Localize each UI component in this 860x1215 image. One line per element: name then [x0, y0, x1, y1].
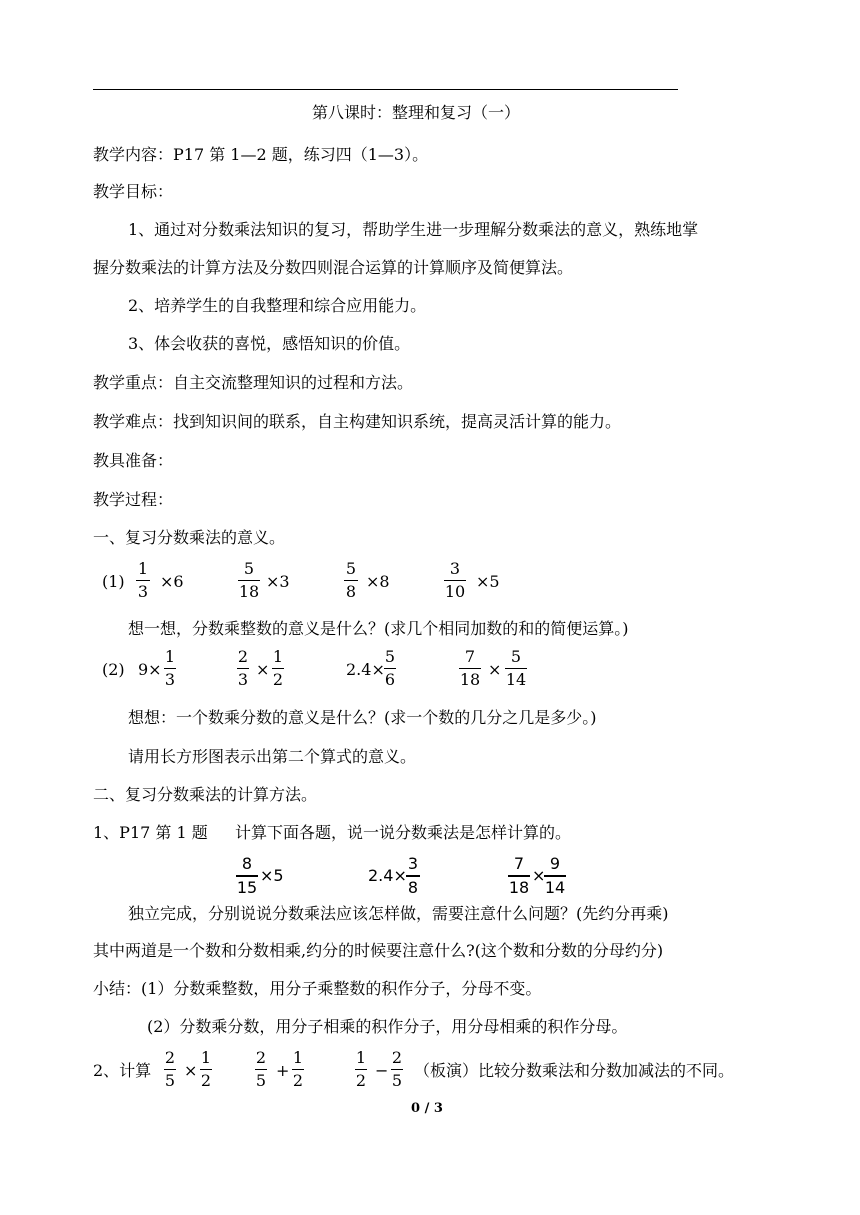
fraction-numerator: 2 — [237, 647, 249, 666]
fraction-bar — [200, 1069, 212, 1070]
goal-3: 3、体会收获的喜悦，感悟知识的价值。 — [128, 334, 411, 353]
fraction-numerator: 1 — [164, 647, 176, 666]
ex2-b-op: × — [256, 660, 270, 679]
ex2-label: (2) — [102, 660, 125, 679]
teaching-content: 教学内容：P17 第 1—2 题，练习四（1—3）。 — [93, 145, 429, 164]
fraction-bar — [164, 668, 176, 669]
ex2-c-prefix: 2.4× — [346, 660, 385, 679]
fraction-denominator: 2 — [355, 1071, 367, 1090]
fraction-bar — [391, 1069, 403, 1070]
fraction-numerator: 3 — [407, 854, 419, 873]
fraction-denominator: 5 — [391, 1071, 403, 1090]
think-1: 想一想，分数乘整数的意义是什么？(求几个相同加数的和的简便运算。) — [128, 619, 629, 638]
fraction-numerator: 1 — [272, 647, 284, 666]
calc-a-fraction-2 — [200, 1049, 212, 1090]
fraction-denominator: 6 — [384, 670, 396, 689]
fraction-denominator: 2 — [272, 670, 284, 689]
ex2-b-fraction-2 — [272, 648, 284, 689]
ex1-fraction-3 — [344, 560, 358, 601]
tools: 教具准备： — [93, 451, 174, 470]
summary-1: 小结：(1）分数乘整数，用分子乘整数的积作分子，分母不变。 — [93, 979, 542, 998]
think-2: 想想：一个数乘分数的意义是什么？(求一个数的几分之几是多少。) — [128, 708, 597, 727]
difficulty-point: 教学难点：找到知识间的联系，自主构建知识系统，提高灵活计算的能力。 — [93, 412, 622, 431]
p17-instruction: 计算下面各题，说一说分数乘法是怎样计算的。 — [235, 823, 572, 842]
ex1-op-4: ×5 — [476, 572, 500, 591]
ex1-f3-den: 8 — [345, 582, 357, 601]
page-number: 0 / 3 — [411, 1101, 443, 1116]
fraction-numerator: 5 — [510, 647, 522, 666]
ex2-d-fraction-1 — [459, 648, 481, 689]
p17-e3-op: × — [532, 866, 546, 885]
p17-e3-fraction-1 — [508, 855, 530, 897]
p17-e2-prefix: 2.4× — [368, 866, 407, 885]
fraction-bar — [344, 580, 358, 581]
fraction-numerator: 1 — [200, 1048, 212, 1067]
process-heading: 教学过程： — [93, 490, 174, 509]
fraction-bar — [459, 668, 481, 669]
p17-label: 1、P17 第 1 题 — [93, 823, 208, 842]
ex1-op-2: ×3 — [266, 572, 290, 591]
fraction-numerator: 2 — [255, 1048, 267, 1067]
header-rule — [93, 89, 678, 90]
ex1-op-1: ×6 — [160, 572, 184, 591]
ex2-d-op: × — [488, 660, 502, 679]
calc-label: 2、计算 — [93, 1061, 152, 1080]
ex1-fraction-1 — [136, 560, 150, 601]
fraction-bar — [505, 668, 527, 669]
fraction-numerator: 9 — [549, 854, 561, 873]
fraction-bar — [255, 1069, 267, 1070]
p17-e2-fraction — [406, 855, 420, 897]
ex2-a-fraction — [164, 648, 176, 689]
ex1-label: (1) — [102, 572, 125, 591]
fraction-denominator: 2 — [292, 1071, 304, 1090]
key-point: 教学重点：自主交流整理知识的过程和方法。 — [93, 373, 414, 392]
fraction-numerator: 1 — [355, 1048, 367, 1067]
p17-e3-fraction-2 — [544, 855, 566, 897]
fraction-numerator: 5 — [384, 647, 396, 666]
fraction-denominator: 18 — [508, 878, 530, 897]
calc-c-fraction-2 — [391, 1049, 403, 1090]
calc-c-op: − — [375, 1061, 389, 1080]
fraction-bar — [544, 875, 566, 877]
fraction-numerator: 2 — [391, 1048, 403, 1067]
section-2-heading: 二、复习分数乘法的计算方法。 — [93, 785, 318, 804]
fraction-bar — [136, 580, 150, 581]
calc-a-op: × — [184, 1061, 198, 1080]
fraction-denominator: 5 — [255, 1071, 267, 1090]
independent-work: 独立完成，分别说说分数乘法应该怎样做，需要注意什么问题？(先约分再乘) — [128, 904, 669, 923]
ex2-a-prefix: 9× — [138, 660, 162, 679]
calc-c-fraction-1 — [355, 1049, 367, 1090]
p17-e1-fraction — [236, 855, 258, 897]
fraction-bar — [272, 668, 284, 669]
fraction-bar — [508, 875, 530, 877]
fraction-bar — [355, 1069, 367, 1070]
fraction-bar — [292, 1069, 304, 1070]
fraction-bar — [164, 1069, 176, 1070]
rect-prompt: 请用长方形图表示出第二个算式的意义。 — [128, 747, 417, 766]
fraction-denominator: 5 — [164, 1071, 176, 1090]
fraction-bar — [444, 580, 466, 581]
fraction-numerator: 2 — [164, 1048, 176, 1067]
calc-tail: （板演）比较分数乘法和分数加减法的不同。 — [414, 1061, 735, 1080]
ex1-f1-num: 1 — [137, 559, 149, 578]
lesson-title: 第八课时：整理和复习（一） — [312, 103, 521, 122]
section-1-heading: 一、复习分数乘法的意义。 — [93, 528, 286, 547]
fraction-bar — [236, 875, 258, 877]
p17-e1-op: ×5 — [260, 866, 284, 885]
ex2-d-fraction-2 — [505, 648, 527, 689]
ex1-f4-den: 10 — [444, 582, 466, 601]
fraction-bar — [237, 668, 249, 669]
ex1-op-3: ×8 — [366, 572, 390, 591]
fraction-denominator: 3 — [164, 670, 176, 689]
fraction-numerator: 1 — [292, 1048, 304, 1067]
goal-1b: 握分数乘法的计算方法及分数四则混合运算的计算顺序及简便算法。 — [93, 258, 574, 277]
fraction-bar — [406, 875, 420, 877]
fraction-denominator: 18 — [459, 670, 481, 689]
ex1-f4-num: 3 — [449, 559, 461, 578]
ex1-f2-den: 18 — [238, 582, 260, 601]
ex1-f3-num: 5 — [345, 559, 357, 578]
fraction-numerator: 7 — [464, 647, 476, 666]
fraction-numerator: 7 — [513, 854, 525, 873]
ex1-f1-den: 3 — [137, 582, 149, 601]
fraction-denominator: 15 — [236, 878, 258, 897]
fraction-denominator: 3 — [237, 670, 249, 689]
ex1-fraction-4 — [444, 560, 466, 601]
fraction-numerator: 8 — [241, 854, 253, 873]
goals-heading: 教学目标： — [93, 182, 174, 201]
fraction-denominator: 14 — [544, 878, 566, 897]
ex1-f2-num: 5 — [243, 559, 255, 578]
fraction-bar — [238, 580, 260, 581]
fraction-denominator: 2 — [200, 1071, 212, 1090]
fraction-bar — [384, 668, 396, 669]
summary-2: (2）分数乘分数，用分子相乘的积作分子，用分母相乘的积作分母。 — [147, 1017, 628, 1036]
goal-2: 2、培养学生的自我整理和综合应用能力。 — [128, 296, 427, 315]
goal-1a: 1、通过对分数乘法知识的复习，帮助学生进一步理解分数乘法的意义，熟练地掌 — [128, 220, 699, 239]
fraction-denominator: 8 — [407, 878, 419, 897]
ex1-fraction-2 — [238, 560, 260, 601]
calc-b-fraction-2 — [292, 1049, 304, 1090]
calc-b-op: + — [276, 1061, 290, 1080]
calc-b-fraction-1 — [255, 1049, 267, 1090]
ex2-c-fraction — [384, 648, 396, 689]
two-ways-note: 其中两道是一个数和分数相乘,约分的时候要注意什么?(这个数和分数的分母约分) — [93, 941, 664, 960]
fraction-denominator: 14 — [505, 670, 527, 689]
calc-a-fraction-1 — [164, 1049, 176, 1090]
ex2-b-fraction-1 — [237, 648, 249, 689]
